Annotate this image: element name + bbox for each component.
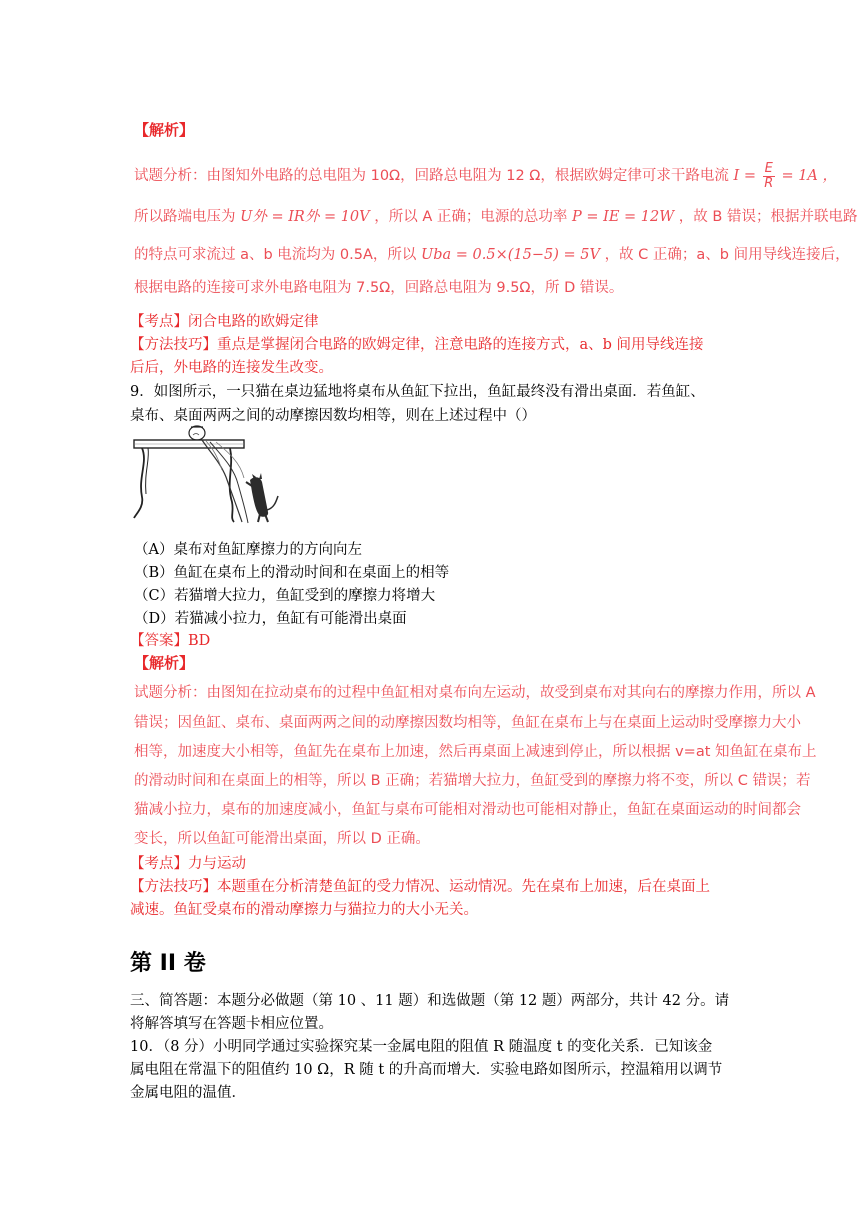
q9-method-line-1: 【方法技巧】本题重在分析清楚鱼缸的受力情况、运动情况。先在桌布上加速，后在桌面上	[130, 879, 710, 895]
q9-analysis-line-4: 的滑动时间和在桌面上的相等，所以 B 正确；若猫增大拉力，鱼缸受到的摩擦力将不变，所以 C 错误；若	[134, 773, 811, 789]
q8-analysis-line-4: 根据电路的连接可求外电路电阻为 7.5Ω，回路总电阻为 9.5Ω，所 D 错误。	[134, 280, 624, 296]
q9-analysis-line-6: 变长，所以鱼缸可能滑出桌面，所以 D 正确。	[134, 831, 430, 847]
q9-answer: 【答案】BD	[130, 633, 211, 649]
section-intro-line-2: 将解答填写在答题卡相应位置。	[130, 1016, 333, 1032]
q9-kaodian: 【考点】力与运动	[130, 856, 246, 872]
q8-method-line-2: 后后，外电路的连接发生改变。	[130, 360, 333, 376]
q9-analysis-line-3: 相等，加速度大小相等，鱼缸先在桌布上加速，然后再桌面上减速到停止，所以根据 v=at 知鱼缸在桌布上	[134, 744, 817, 760]
q9-analysis-line-2: 错误；因鱼缸、桌布、桌面两两之间的动摩擦因数均相等，鱼缸在桌布上与在桌面上运动时受摩擦力大小	[134, 715, 801, 731]
q10-line-3: 金属电阻的温值．	[130, 1085, 246, 1101]
q8-fraction-e-over-r: $\frac{E}{R}$	[764, 161, 774, 191]
q8-terminal-voltage-equation: U外 = IR外 = 10V	[240, 209, 370, 225]
q9-analysis-line-1: 试题分析：由图知在拉动桌布的过程中鱼缸相对桌布向左运动，故受到桌布对其向右的摩擦力作用，所以 A	[134, 685, 816, 701]
q8-power-equation: P = IE = 12W	[572, 209, 675, 225]
q9-option-a: （A）桌布对鱼缸摩擦力的方向向左	[134, 542, 362, 558]
q8-analysis-line-2: 所以路端电压为 U外 = IR外 = 10V ，所以 A 正确；电源的总功率 P = IE = 12W ，故 B 错误；根据并联电路	[134, 209, 858, 225]
q9-stem-line-2: 桌布、桌面两两之间的动摩擦因数均相等，则在上述过程中（）	[130, 408, 536, 424]
q8-current-equation-lhs: I =	[733, 168, 756, 184]
q9-stem-line-1: 9．如图所示，一只猫在桌边猛地将桌布从鱼缸下拉出，鱼缸最终没有滑出桌面．若鱼缸、	[130, 384, 705, 400]
q10-line-2: 属电阻在常温下的阻值约 10 Ω，R 随 t 的升高而增大．实验电路如图所示，控温箱用以调节	[130, 1062, 723, 1078]
q9-method-line-2: 减速。鱼缸受桌布的滑动摩擦力与猫拉力的大小无关。	[130, 902, 478, 918]
q9-analysis-heading: 【解析】	[134, 654, 195, 672]
q9-option-b: （B）鱼缸在桌布上的滑动时间和在桌面上的相等	[134, 565, 450, 581]
q9-option-d: （D）若猫减小拉力，鱼缸有可能滑出桌面	[134, 611, 407, 627]
q8-analysis-line-1: 试题分析：由图知外电路的总电阻为 10Ω，回路总电阻为 12 Ω，根据欧姆定律可求干路电流 I = $\frac{E}{R}$ = 1A ，	[134, 161, 838, 191]
q10-line-1: 10．（8 分）小明同学通过实验探究某一金属电阻的阻值 R 随温度 t 的变化关系．已知该金	[130, 1039, 713, 1055]
q8-kaodian: 【考点】闭合电路的欧姆定律	[130, 314, 319, 330]
q8-uba-equation: Uba = 0.5×(15−5) = 5V	[421, 247, 600, 263]
section-intro-line-1: 三、简答题：本题分必做题（第 10 、11 题）和选做题（第 12 题）两部分，共计 42 分。请	[130, 993, 730, 1009]
q9-analysis-line-5: 猫减小拉力，桌布的加速度减小，鱼缸与桌布可能相对滑动也可能相对静止，鱼缸在桌面运动的时间都会	[134, 802, 801, 818]
q9-option-c: （C）若猫增大拉力，鱼缸受到的摩擦力将增大	[134, 588, 436, 604]
q8-analysis-heading: 【解析】	[134, 121, 195, 139]
q8-analysis-line-3: 的特点可求流过 a、b 电流均为 0.5A，所以 Uba = 0.5×(15−5) = 5V ，故 C 正确；a、b 间用导线连接后，	[134, 247, 850, 263]
q8-method-line-1: 【方法技巧】重点是掌握闭合电路的欧姆定律，注意电路的连接方式，a、b 间用导线连接	[130, 337, 704, 353]
cat-tablecloth-figure	[130, 422, 280, 526]
section-title: 第 II 卷	[130, 951, 206, 976]
